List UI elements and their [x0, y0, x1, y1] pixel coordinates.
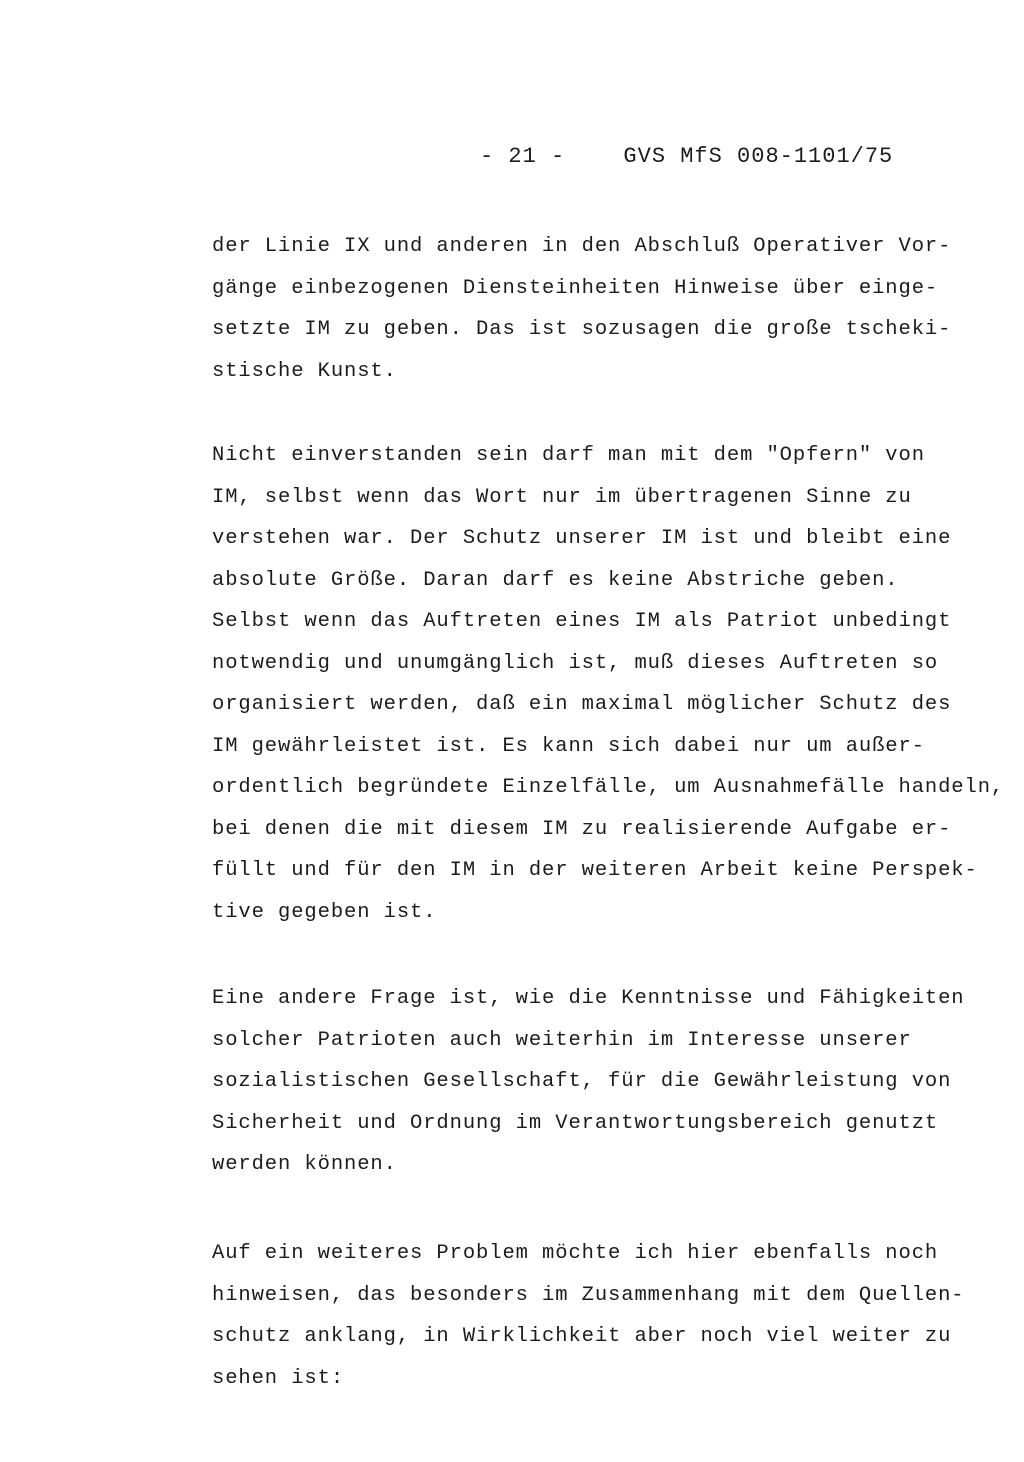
text-line: sehen ist:	[212, 1366, 345, 1390]
text-line: der Linie IX und anderen in den Abschluß Operativer Vor-	[212, 235, 952, 258]
paragraph-1	[212, 226, 972, 392]
text-line: schutz anklang, in Wirklichkeit aber noch viel weiter zu	[212, 1325, 952, 1348]
text-line: füllt und für den IM in der weiteren Arbeit keine Perspek-	[212, 859, 978, 882]
text-line: Auf ein weiteres Problem möchte ich hier ebenfalls noch	[212, 1242, 939, 1265]
text-line: verstehen war. Der Schutz unserer IM ist und bleibt eine	[212, 527, 952, 550]
text-line: Eine andere Frage ist, wie die Kenntnisse und Fähigkeiten	[212, 987, 965, 1010]
text-line: gänge einbezogenen Diensteinheiten Hinweise über einge-	[212, 276, 939, 300]
text-line: bei denen die mit diesem IM zu realisierende Aufgabe er-	[212, 817, 952, 841]
paragraph-2	[212, 435, 1005, 933]
text-line: organisiert werden, daß ein maximal möglicher Schutz des	[212, 693, 952, 716]
text-line: stische Kunst.	[212, 359, 397, 383]
text-line: Selbst wenn das Auftreten eines IM als Patriot unbedingt	[212, 610, 952, 633]
text-line: werden können.	[212, 1153, 397, 1176]
page-header	[480, 143, 900, 171]
document-reference: GVS MfS 008-1101/75	[623, 144, 894, 169]
page-number: - 21 -	[480, 144, 566, 169]
text-line: Nicht einverstanden sein darf man mit dem "Opfern" von	[212, 444, 925, 467]
text-line: setzte IM zu geben. Das ist sozusagen die große tscheki-	[212, 318, 952, 341]
text-line: notwendig und unumgänglich ist, muß dieses Auftreten so	[212, 651, 939, 675]
text-line: IM gewährleistet ist. Es kann sich dabei nur um außer-	[212, 734, 925, 758]
text-line: hinweisen, das besonders im Zusammenhang mit dem Quellen-	[212, 1283, 965, 1307]
text-line: tive gegeben ist.	[212, 900, 437, 924]
text-line: absolute Größe. Daran darf es keine Abstriche geben.	[212, 568, 899, 592]
text-line: solcher Patrioten auch weiterhin im Interesse unserer	[212, 1028, 912, 1052]
paragraph-3	[212, 978, 972, 1186]
text-line: Sicherheit und Ordnung im Verantwortungsbereich genutzt	[212, 1111, 939, 1135]
text-line: IM, selbst wenn das Wort nur im übertragenen Sinne zu	[212, 485, 912, 509]
text-line: sozialistischen Gesellschaft, für die Gewährleistung von	[212, 1070, 952, 1093]
paragraph-4	[212, 1233, 972, 1399]
text-line: ordentlich begründete Einzelfälle, um Ausnahmefälle handeln,	[212, 776, 1005, 799]
